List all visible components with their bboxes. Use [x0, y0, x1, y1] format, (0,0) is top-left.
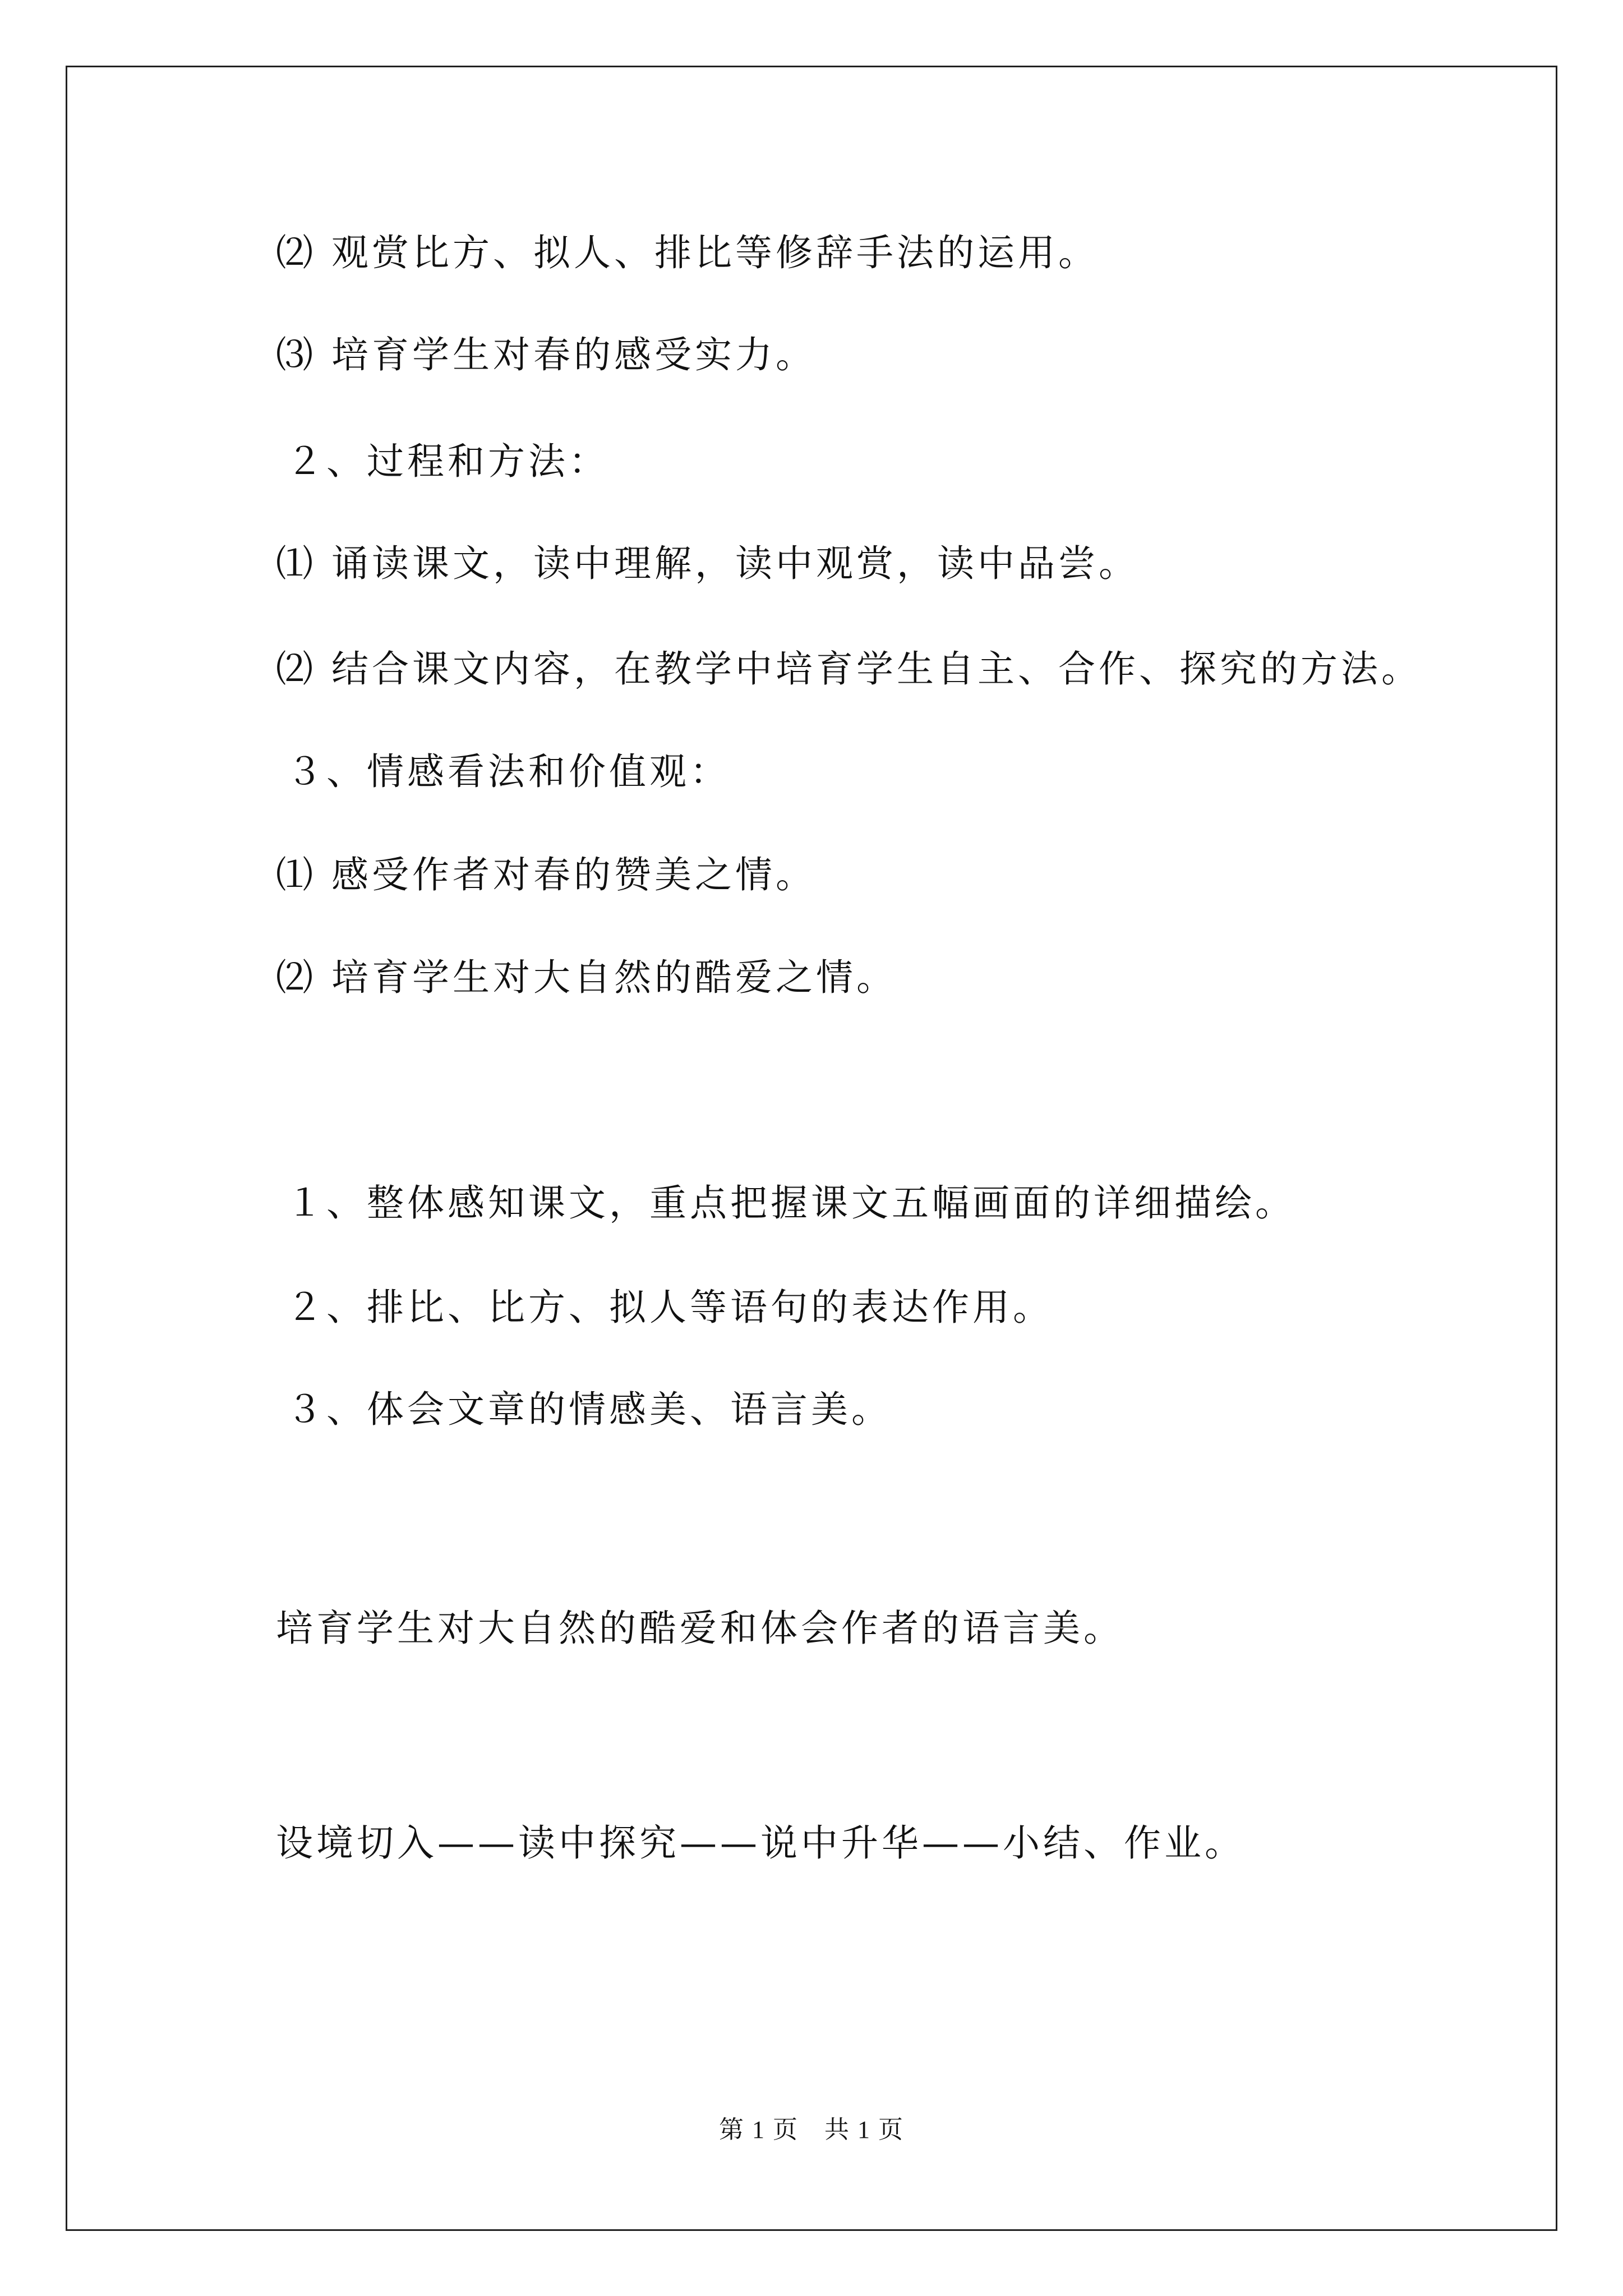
key-point-line-3: ３、体会文章的情感美、语言美。 — [286, 1388, 892, 1431]
key-point-line-2: ２、排比、比方、拟人等语句的表达作用。 — [286, 1286, 1053, 1329]
objective-line-rhetoric: ⑵ 观赏比方、拟人、排比等修辞手法的运用。 — [276, 231, 1099, 274]
objective-line-nature-love: ⑵ 培育学生对大自然的酷爱之情。 — [276, 956, 897, 999]
heading-process-method: ２、过程和方法： — [286, 440, 609, 483]
difficulty-line: 培育学生对大自然的酷爱和体会作者的语言美。 — [276, 1607, 1124, 1650]
objective-line-cooperation: ⑵ 结合课文内容，在教学中培育学生自主、合作、探究的方法。 — [276, 647, 1422, 691]
page-border — [66, 66, 1557, 2231]
page-number-footer: 第 1 页 共 1 页 — [719, 2116, 904, 2143]
key-point-line-1: １、整体感知课文，重点把握课文五幅画面的详细描绘。 — [286, 1181, 1295, 1225]
objective-line-feeling: ⑶ 培育学生对春的感受实力。 — [276, 333, 816, 376]
objective-line-praise: ⑴ 感受作者对春的赞美之情。 — [276, 853, 816, 896]
objective-line-reading: ⑴ 诵读课文，读中理解，读中观赏，读中品尝。 — [276, 542, 1139, 585]
heading-emotion-values: ３、情感看法和价值观： — [286, 750, 730, 793]
teaching-process-line: 设境切入——读中探究——说中升华——小结、作业。 — [276, 1821, 1245, 1865]
